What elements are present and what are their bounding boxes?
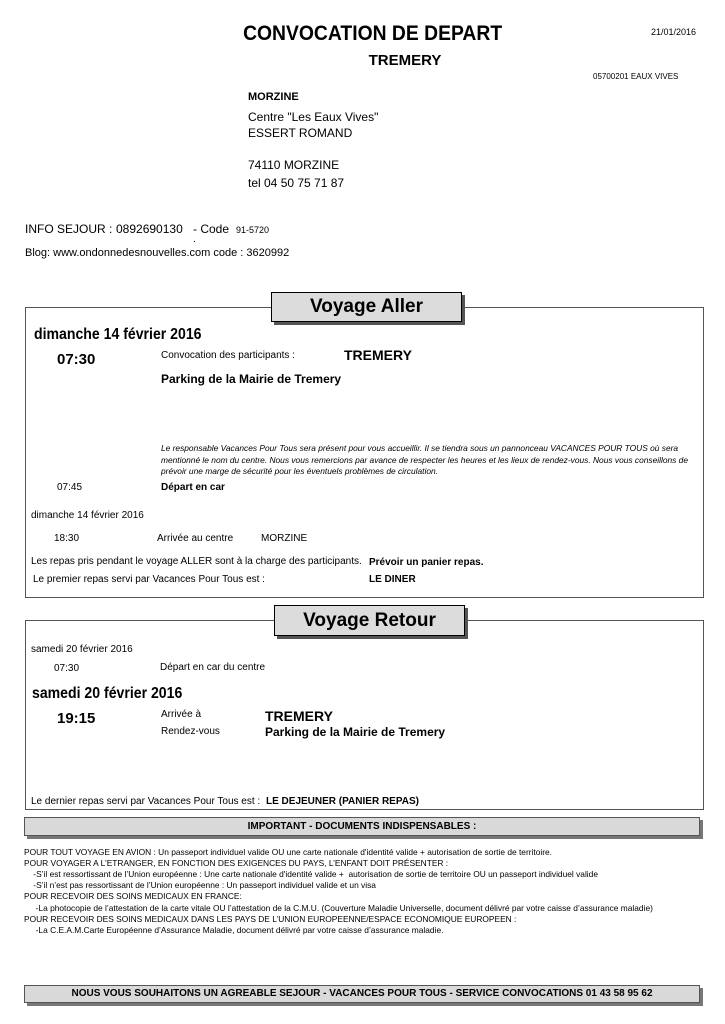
aller-arrival-city: MORZINE (261, 533, 308, 544)
important-line: -S’il est ressortissant de l’Union européenne : Une carte nationale d'identité valide + autorisation de sortie de territoire OU un passeport individuel valide (24, 869, 598, 879)
info-sejour-phone: 0892690130 (116, 222, 183, 236)
voyage-retour-tab: Voyage Retour (274, 605, 465, 636)
aller-first-meal-value: LE DINER (369, 574, 416, 585)
retour-last-meal-text: Le dernier repas servi par Vacances Pour Tous est : (31, 796, 261, 807)
info-sejour-label: INFO SEJOUR : (25, 222, 113, 236)
aller-depart-label: Départ en car (161, 482, 225, 493)
document-reference: 05700201 EAUX VIVES (593, 72, 679, 81)
aller-welcome-note: Le responsable Vacances Pour Tous sera présent pour vous accueillir. Il se tiendra sous un pannonceau VACANCES POUR TOUS où sera mentionné le nom du centre. Nous vous remercions par avance de respecter les heures et les lieux de rendez-vous. Nous vous conseillons de prévoir une marge de sécurité pour les éventuels problèmes de circulation. (161, 443, 688, 476)
important-line: -S’il n’est pas ressortissant de l’Union européenne : Un passeport individuel valide et un visa (24, 880, 376, 890)
important-line: -La C.E.A.M.Carte Européenne d’Assurance Maladie, document délivré par votre caisse d’assurance maladie. (24, 925, 444, 935)
info-code-label: - Code (193, 222, 230, 236)
address-line: ESSERT ROMAND (248, 126, 353, 140)
aller-meeting-place: Parking de la Mairie de Tremery (161, 372, 342, 386)
document-date: 21/01/2016 (651, 27, 697, 37)
important-line: POUR RECEVOIR DES SOINS MEDICAUX EN FRANCE: (24, 891, 242, 901)
address-city-title: MORZINE (248, 91, 299, 103)
aller-depart-time: 07:45 (57, 482, 83, 493)
aller-date: dimanche 14 février 2016 (34, 326, 202, 343)
info-code-dot: . (193, 234, 196, 245)
info-blog: Blog: www.ondonnedesnouvelles.com code : 3620992 (25, 247, 290, 259)
aller-arrival-time: 18:30 (54, 533, 80, 544)
page-subtitle: TREMERY (368, 52, 442, 69)
retour-depart-label: Départ en car du centre (160, 662, 266, 673)
important-line: POUR TOUT VOYAGE EN AVION : Un passeport individuel valide OU une carte nationale d'identité valide + autorisation de sortie de territoire. (24, 847, 553, 857)
info-code-value: 91-5720 (236, 225, 270, 235)
address-phone: tel 04 50 75 71 87 (248, 176, 345, 190)
footer-bar: NOUS VOUS SOUHAITONS UN AGREABLE SEJOUR - VACANCES POUR TOUS - SERVICE CONVOCATIONS 01 43 58 95 62 (24, 985, 700, 1003)
important-line: POUR VOYAGER A L’ETRANGER, EN FONCTION DES EXIGENCES DU PAYS, L’ENFANT DOIT PRÉSENTER : (24, 858, 449, 868)
retour-arrival-time: 19:15 (57, 710, 96, 727)
aller-first-meal-text: Le premier repas servi par Vacances Pour Tous est : (33, 574, 265, 585)
voyage-aller-tab: Voyage Aller (271, 292, 462, 322)
retour-rdv-label: Rendez-vous (161, 726, 220, 737)
retour-depart-time: 07:30 (54, 663, 80, 674)
address-line: Centre "Les Eaux Vives" (248, 110, 379, 124)
aller-arrival-date: dimanche 14 février 2016 (31, 510, 144, 521)
retour-arrival-city: TREMERY (265, 708, 333, 724)
important-line: -La photocopie de l’attestation de la carte vitale OU l’attestation de la C.M.U. (Couverture Maladie Universelle, document délivré par votre caisse d’assurance maladie) (24, 903, 653, 913)
aller-convocation-label: Convocation des participants : (161, 350, 295, 361)
retour-rdv-place: Parking de la Mairie de Tremery (265, 725, 446, 739)
retour-date: samedi 20 février 2016 (32, 685, 183, 702)
important-bar: IMPORTANT - DOCUMENTS INDISPENSABLES : (24, 817, 700, 836)
aller-convocation-time: 07:30 (57, 351, 96, 368)
retour-depart-date: samedi 20 février 2016 (31, 644, 133, 655)
important-line: POUR RECEVOIR DES SOINS MEDICAUX DANS LES PAYS DE L’UNION EUROPEENNE/ESPACE ECONOMIQUE EUROPEEN : (24, 914, 517, 924)
aller-meals-text: Les repas pris pendant le voyage ALLER sont à la charge des participants. (31, 556, 362, 567)
retour-last-meal-value: LE DEJEUNER (PANIER REPAS) (266, 796, 419, 807)
address-line: 74110 MORZINE (248, 158, 340, 172)
aller-meals-advice: Prévoir un panier repas. (369, 557, 484, 568)
page-title: CONVOCATION DE DEPART (243, 22, 503, 45)
retour-arrival-label: Arrivée à (161, 709, 202, 720)
aller-arrival-label: Arrivée au centre (157, 533, 234, 544)
aller-convocation-city: TREMERY (344, 347, 412, 363)
